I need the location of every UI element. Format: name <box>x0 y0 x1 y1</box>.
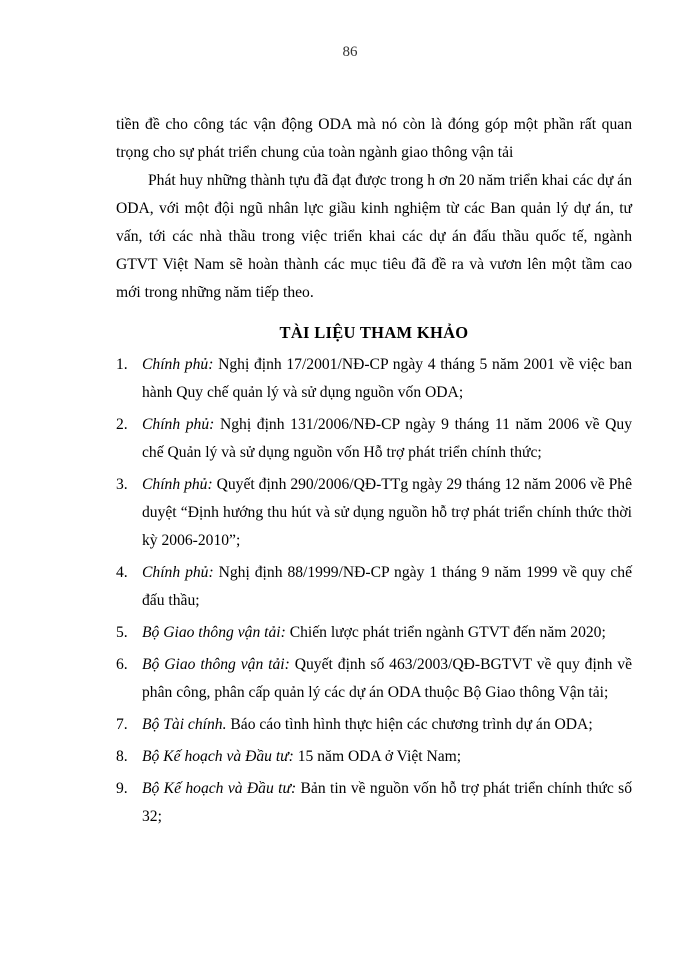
reference-text: Quyết định 290/2006/QĐ-TTg ngày 29 tháng 12 năm 2006 về Phê duyệt “Định hướng thu hút và sử dụng nguồn hỗ trợ phát triển chính thức thời kỳ 2006-2010”; <box>142 476 632 549</box>
reference-number: 1. <box>116 356 128 373</box>
reference-author: Bộ Giao thông vận tải: <box>142 656 290 673</box>
reference-text: Nghị định 88/1999/NĐ-CP ngày 1 tháng 9 năm 1999 về quy chế đấu thầu; <box>142 564 633 609</box>
reference-text: Báo cáo tình hình thực hiện các chương trình dự án ODA; <box>226 716 593 733</box>
references-list <box>116 351 632 831</box>
reference-author: Bộ Kế hoạch và Đầu tư: <box>142 748 294 765</box>
reference-number: 7. <box>116 716 128 733</box>
reference-number: 9. <box>116 780 128 797</box>
paragraph-continuation: tiền đề cho công tác vận động ODA mà nó còn là đóng góp một phần rất quan trọng cho sự phát triển chung của toàn ngành giao thông vận tải <box>116 116 632 161</box>
reference-author: Chính phủ: <box>142 416 215 433</box>
reference-number: 3. <box>116 476 128 493</box>
page-content <box>116 111 632 835</box>
reference-item <box>116 351 632 407</box>
reference-text: Chiến lược phát triển ngành GTVT đến năm 2020; <box>285 624 606 641</box>
reference-number: 2. <box>116 416 128 433</box>
reference-author: Bộ Tài chính. <box>142 716 227 733</box>
reference-item <box>116 711 632 739</box>
reference-item <box>116 559 632 615</box>
reference-item <box>116 471 632 555</box>
reference-item <box>116 743 632 771</box>
reference-number: 5. <box>116 624 128 641</box>
page-number: 86 <box>342 44 358 60</box>
reference-item <box>116 775 632 831</box>
reference-text: Bản tin về nguồn vốn hỗ trợ phát triển chính thức số 32; <box>142 780 632 825</box>
reference-author: Chính phủ: <box>142 564 214 581</box>
reference-number: 8. <box>116 748 128 765</box>
reference-author: Chính phủ: <box>142 356 214 373</box>
references-heading: TÀI LIỆU THAM KHẢO <box>279 323 469 342</box>
reference-author: Bộ Giao thông vận tải: <box>142 624 286 641</box>
reference-author: Chính phủ: <box>142 476 213 493</box>
reference-text: Quyết định số 463/2003/QĐ-BGTVT về quy định về phân công, phân cấp quản lý các dự án ODA thuộc Bộ Giao thông Vận tải; <box>142 656 633 701</box>
reference-item <box>116 651 632 707</box>
reference-item <box>116 619 632 647</box>
paragraph-achievements: Phát huy những thành tựu đã đạt được trong h ơn 20 năm triển khai các dự án ODA, với một đội ngũ nhân lực giầu kinh nghiệm từ các Ban quản lý dự án, tư vấn, tới các nhà thầu trong việc triển khai các dự án đấu thầu quốc tế, ngành GTVT Việt Nam sẽ hoàn thành các mục tiêu đã đề ra và vươn lên một tầm cao mới trong những năm tiếp theo. <box>116 172 632 301</box>
reference-author: Bộ Kế hoạch và Đầu tư: <box>142 780 297 797</box>
reference-text: Nghị định 131/2006/NĐ-CP ngày 9 tháng 11 năm 2006 về Quy chế Quản lý và sử dụng nguồn vốn Hỗ trợ phát triển chính thức; <box>142 416 633 461</box>
reference-number: 6. <box>116 656 128 673</box>
reference-item <box>116 411 632 467</box>
reference-text: 15 năm ODA ở Việt Nam; <box>293 748 462 765</box>
reference-number: 4. <box>116 564 128 581</box>
reference-text: Nghị định 17/2001/NĐ-CP ngày 4 tháng 5 năm 2001 về việc ban hành Quy chế quản lý và sử dụng nguồn vốn ODA; <box>142 356 633 401</box>
